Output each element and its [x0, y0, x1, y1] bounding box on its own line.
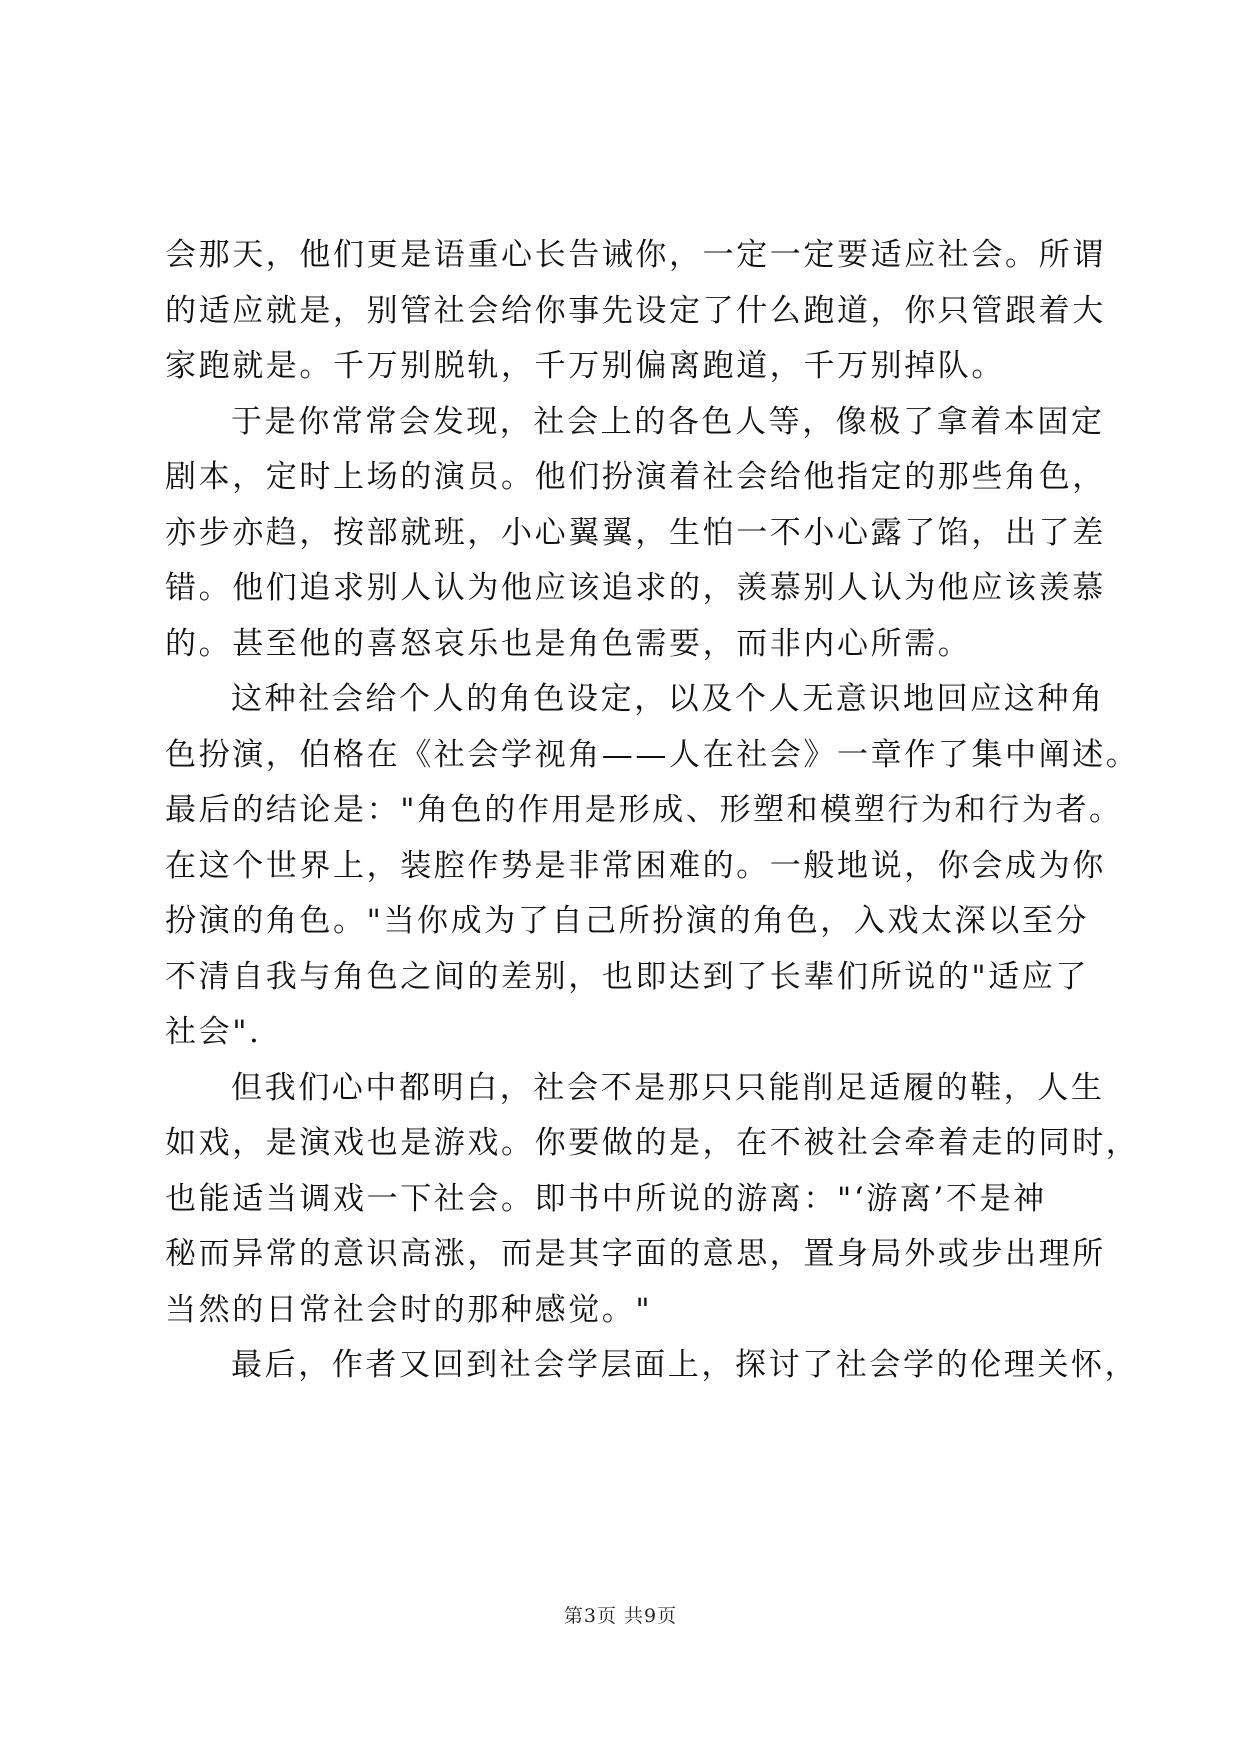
- text-line: 如戏，是演戏也是游戏。你要做的是，在不被社会牵着走的同时，: [165, 1125, 1140, 1161]
- text-line: 不清自我与角色之间的差别，也即达到了长辈们所说的"适应了: [165, 958, 1090, 995]
- text-line: 社会".: [165, 1014, 262, 1050]
- paragraph: [165, 395, 1106, 673]
- text-line: 会那天，他们更是语重心长告诫你，一定一定要适应社会。所谓: [165, 237, 1106, 273]
- text-line: 扮演的角色。"当你成为了自己所扮演的角色，入戏太深以至分: [165, 903, 1090, 939]
- text-line: 色扮演，伯格在《社会学视角——人在社会》一章作了集中阐述。: [165, 736, 1140, 773]
- text-line: 于是你常常会发现，社会上的各色人等，像极了拿着本固定: [231, 403, 1105, 440]
- document-body: [165, 228, 1140, 1394]
- text-line: 当然的日常社会时的那种感觉。": [165, 1291, 653, 1328]
- text-line: 但我们心中都明白，社会不是那只只能削足适履的鞋，人生: [231, 1069, 1105, 1106]
- text-line: 秘而异常的意识高涨，而是其字面的意思，置身局外或步出理所: [165, 1236, 1106, 1272]
- text-line: 这种社会给个人的角色设定，以及个人无意识地回应这种角: [231, 681, 1105, 717]
- paragraph: [165, 228, 1106, 395]
- page-number-footer: 第3页 共9页: [563, 1605, 678, 1627]
- text-line: 也能适当调戏一下社会。即书中所说的游离："‘游离’不是神: [165, 1180, 1047, 1217]
- text-line: 的适应就是，别管社会给你事先设定了什么跑道，你只管跟着大: [165, 292, 1106, 329]
- text-line: 最后的结论是："角色的作用是形成、形塑和模塑行为和行为者。: [165, 792, 1123, 828]
- paragraph: [165, 1338, 1139, 1394]
- text-line: 家跑就是。千万别脱轨，千万别偏离跑道，千万别掉队。: [165, 348, 1005, 384]
- text-line: 最后，作者又回到社会学层面上，探讨了社会学的伦理关怀，: [231, 1347, 1139, 1383]
- text-line: 错。他们追求别人认为他应该追求的，羡慕别人认为他应该羡慕: [165, 570, 1106, 606]
- text-line: 在这个世界上，装腔作势是非常困难的。一般地说，你会成为你: [165, 847, 1106, 884]
- text-line: 剧本，定时上场的演员。他们扮演着社会给他指定的那些角色，: [165, 459, 1106, 495]
- paragraph: [165, 1061, 1140, 1339]
- text-line: 的。甚至他的喜怒哀乐也是角色需要，而非内心所需。: [165, 625, 972, 662]
- text-line: 亦步亦趋，按部就班，小心翼翼，生怕一不小心露了馅，出了差: [165, 514, 1106, 551]
- paragraph: [165, 672, 1140, 1061]
